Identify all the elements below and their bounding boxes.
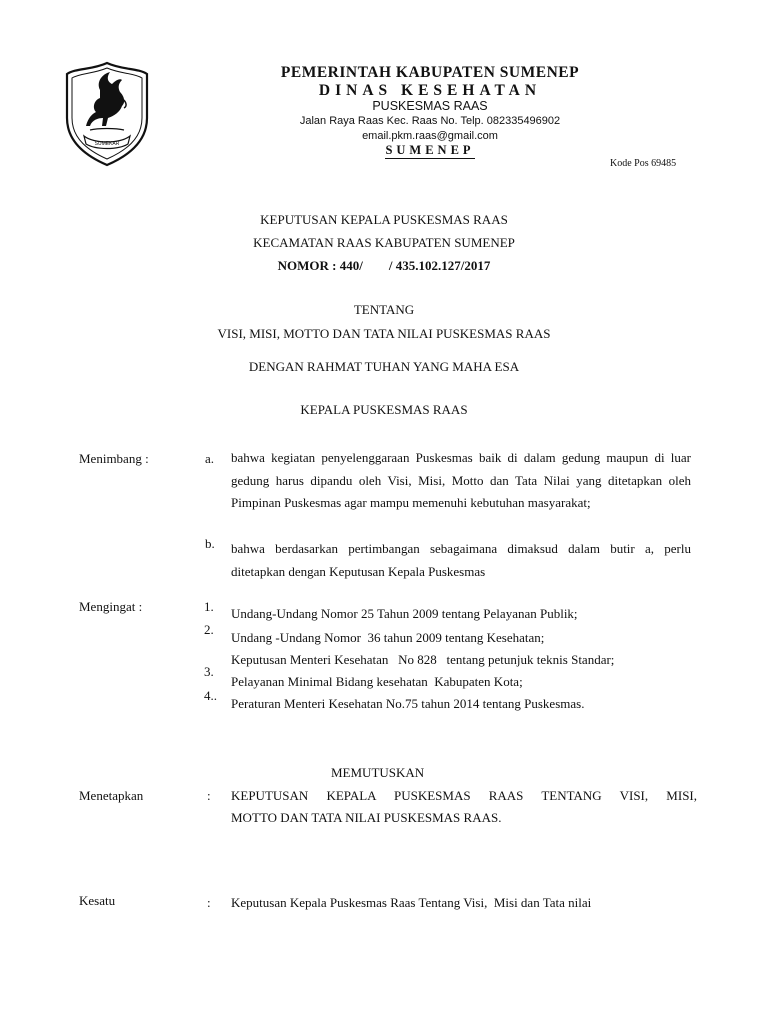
mengingat-marker-3: 3. [204, 664, 214, 679]
header-agency: DINAS KESEHATAN [318, 82, 542, 99]
kesatu-colon: : [207, 895, 211, 910]
mengingat-line-1: Undang-Undang Nomor 25 Tahun 2009 tentang Pelayanan Publik; [231, 606, 578, 621]
rahmat-line: DENGAN RAHMAT TUHAN YANG MAHA ESA [248, 359, 520, 374]
title-line-2: KECAMATAN RAAS KABUPATEN SUMENEP [253, 235, 515, 250]
header-city-text: SUMENEP [385, 143, 475, 157]
tentang-heading: TENTANG [353, 302, 415, 317]
kesatu-text: Keputusan Kepala Puskesmas Raas Tentang Visi, Misi dan Tata nilai [231, 895, 592, 910]
decree-number: NOMOR : 440/ / 435.102.127/2017 [277, 258, 491, 273]
mengingat-marker-4: 4.. [204, 688, 217, 703]
regency-logo [62, 60, 152, 168]
header-government: PEMERINTAH KABUPATEN SUMENEP [280, 64, 580, 81]
header-postal-code: Kode Pos 69485 [610, 158, 677, 169]
mengingat-line-4: Pelayanan Minimal Bidang kesehatan Kabupaten Kota; [231, 674, 523, 689]
menimbang-marker-b: b. [205, 536, 215, 551]
menetapkan-line-1: KEPUTUSAN KEPALA PUSKESMAS RAAS TENTANG VISI, MISI, [231, 788, 697, 803]
memutuskan-heading: MEMUTUSKAN [331, 765, 425, 780]
menetapkan-colon: : [207, 788, 211, 803]
decree-subject: VISI, MISI, MOTTO DAN TATA NILAI PUSKESMAS RAAS [217, 326, 551, 341]
title-line-1: KEPUTUSAN KEPALA PUSKESMAS RAAS [260, 212, 508, 227]
menimbang-marker-a: a. [205, 451, 215, 466]
mengingat-label: Mengingat : [79, 599, 143, 614]
mengingat-line-5: Peraturan Menteri Kesehatan No.75 tahun 2014 tentang Puskesmas. [231, 696, 585, 711]
header-puskesmas: PUSKESMAS RAAS [372, 99, 488, 113]
menetapkan-label: Menetapkan [79, 788, 144, 803]
menetapkan-line-2: MOTTO DAN TATA NILAI PUSKESMAS RAAS. [231, 810, 502, 825]
mengingat-marker-1: 1. [204, 599, 214, 614]
menimbang-item-b: bahwa berdasarkan pertimbangan sebagaimana dimaksud dalam butir a, perlu ditetapkan dengan Keputusan Kepala Puskesmas [231, 541, 691, 579]
mengingat-line-3: Keputusan Menteri Kesehatan No 828 tentang petunjuk teknis Standar; [231, 652, 615, 667]
header-address: Jalan Raya Raas Kec. Raas No. Telp. 082335496902 [299, 115, 561, 127]
kepala-heading: KEPALA PUSKESMAS RAAS [300, 402, 468, 417]
header-email: email.pkm.raas@gmail.com [362, 130, 498, 142]
header-city [190, 143, 670, 158]
menimbang-item-a: bahwa kegiatan penyelenggaraan Puskesmas baik di dalam gedung maupun di luar gedung harus dipandu oleh Visi, Misi, Motto dan Tata Nilai yang ditetapkan oleh Pimpinan Puskesmas agar mampu memenuhi kebutuhan masyarakat; [231, 450, 691, 510]
shield-emblem-icon [62, 60, 152, 168]
menimbang-label: Menimbang : [79, 451, 149, 466]
kesatu-label: Kesatu [79, 893, 116, 908]
logo-ribbon-text: SUMEKAR [94, 141, 120, 147]
mengingat-marker-2: 2. [204, 622, 214, 637]
mengingat-line-2: Undang -Undang Nomor 36 tahun 2009 tentang Kesehatan; [231, 630, 545, 645]
